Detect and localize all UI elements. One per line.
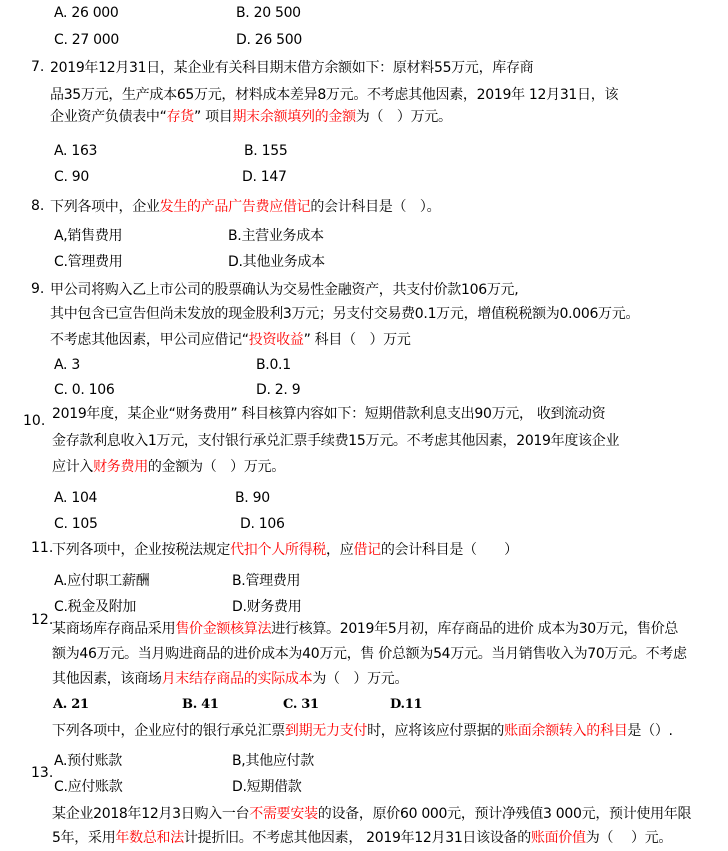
highlight: 财务费用 <box>93 459 148 475</box>
highlight: 期末余额填列的金额 <box>232 109 356 125</box>
question-number: 8. <box>31 198 45 214</box>
question-text-line-2: 金存款利息收入1万元，支付银行承兑汇票手续费15万元。不考虑其他因素，2019年度该企业 <box>52 433 620 449</box>
option-c: C. 105 <box>54 516 98 532</box>
highlight: 存货 <box>166 109 194 125</box>
option-c: C.管理费用 <box>54 254 123 270</box>
option-b: B. 20 500 <box>236 5 301 21</box>
question-text: 下列各项中，企业发生的产品广告费应借记的会计科目是（ ）。 <box>50 199 441 215</box>
question-text-line-3: 不考虑其他因素，甲公司应借记“投资收益” 科目（ ）万元 <box>50 332 411 348</box>
option-a: A. 163 <box>54 143 98 159</box>
option-d: D. 26 500 <box>236 32 302 48</box>
option-c: C.税金及附加 <box>54 599 137 615</box>
option-b: B.主营业务成本 <box>228 228 324 244</box>
option-a: A,销售费用 <box>54 228 123 244</box>
question-text-line-1: 2019年12月31日，某企业有关科目期末借方余额如下：原材料55万元，库存商 <box>50 60 534 76</box>
question-text-line-1: 2019年度，某企业“财务费用” 科目核算内容如下：短期借款利息支出90万元， 收到流动资 <box>52 406 606 422</box>
question-number: 9. <box>31 281 45 297</box>
question-text-line-2: 其中包含已宣告但尚未发放的现金股利3万元；另支付交易费0.1万元，增值税税额为0.006万元。 <box>50 306 640 322</box>
option-b: B,其他应付款 <box>232 753 314 769</box>
question-text-line-3: 应计入财务费用的金额为（ ）万元。 <box>52 459 285 475</box>
option-a: A. 21 <box>53 697 89 712</box>
option-c: C. 31 <box>283 697 319 712</box>
highlight: 年数总和法 <box>115 830 184 846</box>
question-text-line-1: 某企业2018年12月3日购入一台不需要安装的设备，原价60 000元，预计净残值3 000元，预计使用年限 <box>52 806 692 822</box>
question-text-line-3: 企业资产负债表中“存货” 项目期末余额填列的金额为（ ）万元。 <box>50 109 452 125</box>
highlight: 投资收益 <box>248 332 304 348</box>
question-text-line-3: 其他因素，该商场月末结存商品的实际成本为（ ）万元。 <box>52 671 409 687</box>
question-number: 10. <box>23 413 46 429</box>
highlight: 代扣个人所得税 <box>230 542 327 558</box>
option-b: B. 41 <box>182 697 219 712</box>
question-text-line-1: 某商场库存商品采用售价金额核算法进行核算。2019年5月初，库存商品的进价 成本为30万元，售价总 <box>52 621 679 637</box>
question-number: 11. <box>31 540 54 556</box>
highlight: 发生的产品广告费应借记 <box>159 199 311 215</box>
option-d: D.11 <box>390 697 423 712</box>
option-d: D. 2. 9 <box>256 382 301 398</box>
option-d: D. 106 <box>240 516 285 532</box>
option-d: D.短期借款 <box>232 779 302 795</box>
option-c: C. 27 000 <box>54 32 119 48</box>
question-text-line-2: 5年，采用年数总和法计提折旧。不考虑其他因素， 2019年12月31日该设备的账面价值为（ ）元。 <box>52 830 673 846</box>
highlight: 月末结存商品的实际成本 <box>161 671 313 687</box>
question-text-line-2: 额为46万元。当月购进商品的进价成本为40万元，售 价总额为54万元。当月销售收入为70万元。不考虑 <box>52 646 687 662</box>
question-text-line-2: 品35万元，生产成本65万元，材料成本差异8万元。不考虑其他因素，2019年 12月31日，该 <box>50 87 619 103</box>
question-text-line-1: 甲公司将购入乙上市公司的股票确认为交易性金融资产，共支付价款106万元, <box>50 282 519 298</box>
option-d: D. 147 <box>242 169 287 185</box>
highlight: 不需要安装 <box>249 806 318 822</box>
highlight: 账面价值 <box>530 830 586 846</box>
option-d: D.其他业务成本 <box>228 254 325 270</box>
option-c: C. 0. 106 <box>54 382 115 398</box>
option-d: D.财务费用 <box>232 599 302 615</box>
question-number: 12. <box>31 612 54 628</box>
highlight: 到期无力支付 <box>284 723 368 739</box>
question-text: 下列各项中，企业按税法规定代扣个人所得税，应借记的会计科目是（ ） <box>52 542 518 558</box>
option-a: A. 3 <box>54 357 80 373</box>
question-number: 7. <box>31 59 45 75</box>
highlight: 售价金额核算法 <box>175 621 272 637</box>
highlight: 借记 <box>353 542 381 558</box>
option-b: B.0.1 <box>256 357 291 373</box>
option-b: B.管理费用 <box>232 573 301 589</box>
option-a: A.预付账款 <box>54 753 122 769</box>
option-c: C.应付账款 <box>54 779 123 795</box>
question-number: 13. <box>31 765 54 781</box>
option-a: A. 26 000 <box>54 5 119 21</box>
highlight: 账面余额转入的科目 <box>504 723 628 739</box>
option-a: A. 104 <box>54 490 98 506</box>
option-c: C. 90 <box>54 169 89 185</box>
option-a: A.应付职工薪酬 <box>54 573 150 589</box>
question-text: 下列各项中，企业应付的银行承兑汇票到期无力支付时，应将该应付票据的账面余额转入的科目是（）. <box>52 723 673 739</box>
option-b: B. 155 <box>244 143 288 159</box>
option-b: B. 90 <box>235 490 270 506</box>
